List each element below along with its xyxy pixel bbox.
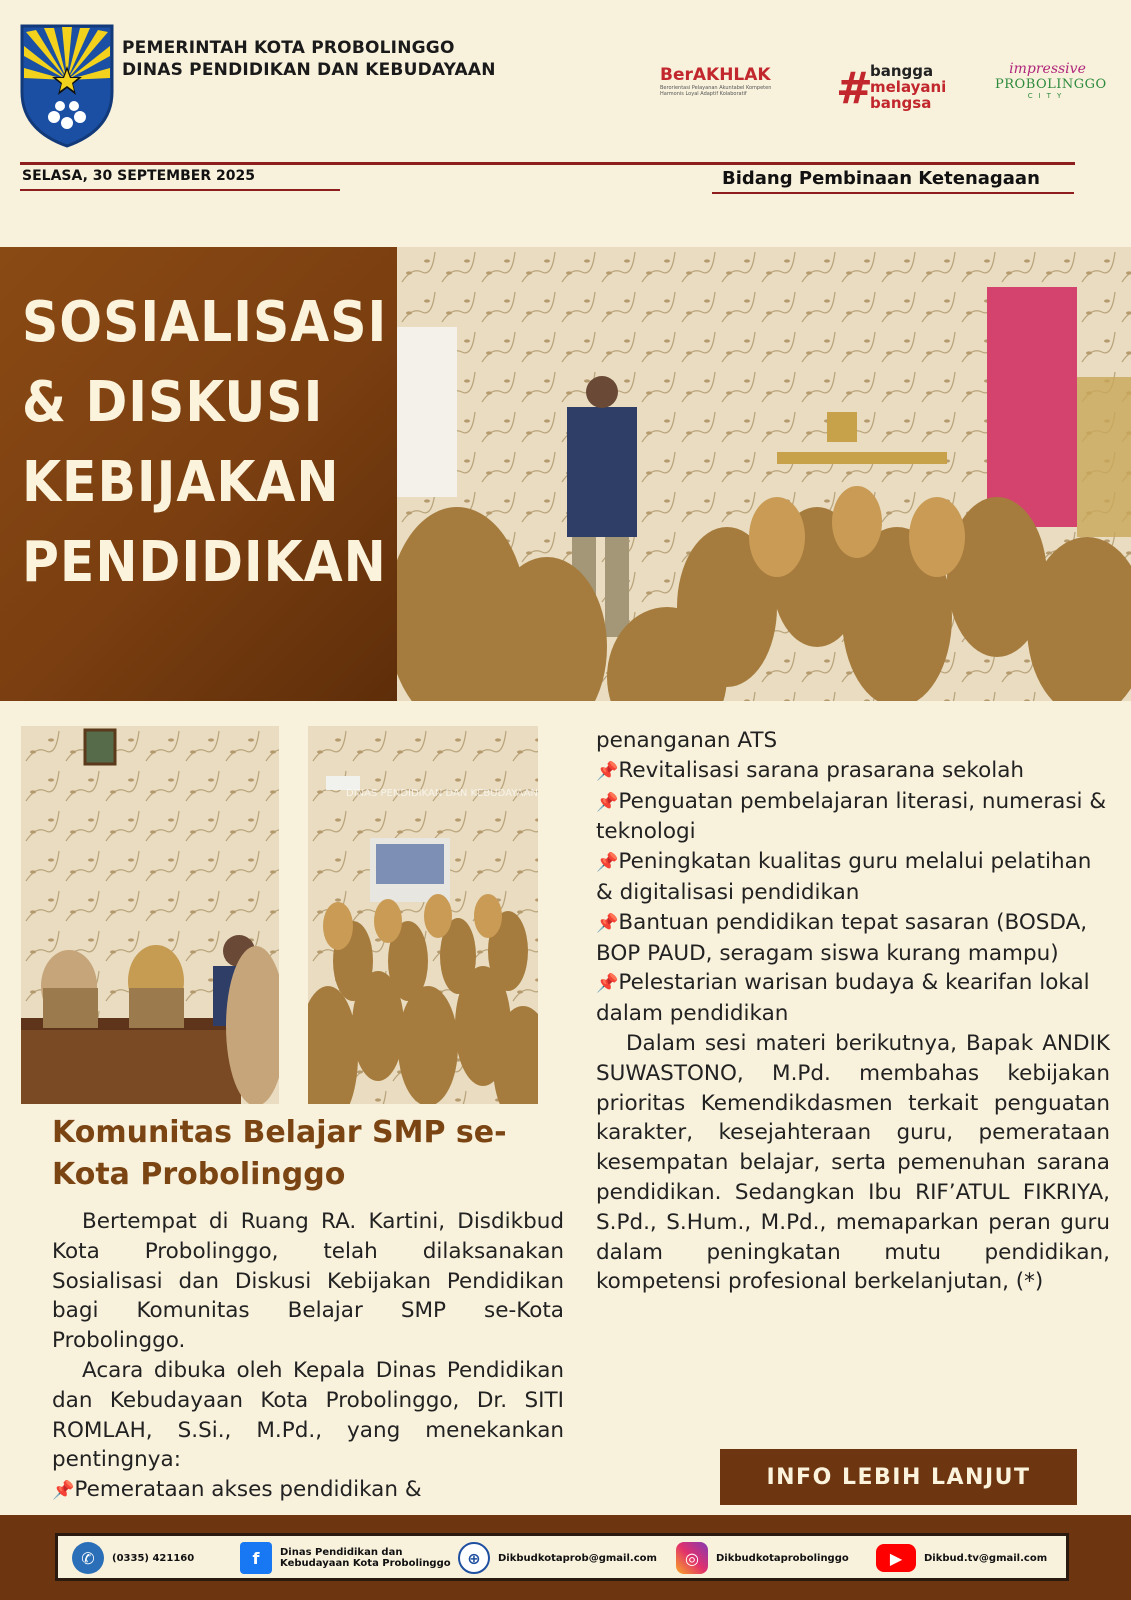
berakhlak-tagline-2: Harmonis Loyal Adaptif Kolaboratif bbox=[660, 91, 747, 97]
article-bullet bbox=[596, 756, 1110, 787]
date-underline bbox=[20, 189, 340, 191]
contact-youtube[interactable] bbox=[876, 1541, 1047, 1575]
org-line-2: DINAS PENDIDIKAN DAN KEBUDAYAAN bbox=[122, 60, 496, 80]
article-bullet bbox=[596, 968, 1110, 1029]
org-line-1: PEMERINTAH KOTA PROBOLINGGO bbox=[122, 38, 455, 58]
bangga-melayani-bangsa-logo bbox=[836, 63, 966, 119]
article-bullet bbox=[596, 847, 1110, 908]
panel-speakers-photo bbox=[21, 726, 279, 1104]
bullet-text: Revitalisasi sarana prasarana sekolah bbox=[618, 757, 1025, 783]
instagram-icon: ◎ bbox=[676, 1542, 708, 1574]
photo-watermark: DINAS PENDIDIKAN DAN KEBUDAYAAN bbox=[346, 788, 538, 799]
bangga-text: bangga bbox=[870, 62, 934, 80]
hero-event-photo bbox=[397, 247, 1131, 701]
contact-instagram[interactable] bbox=[676, 1541, 849, 1575]
berakhlak-logo bbox=[660, 65, 810, 97]
article-column-left bbox=[52, 1207, 564, 1506]
bullet-text: Pemerataan akses pendidikan & bbox=[74, 1477, 422, 1503]
issue-date: SELASA, 30 SEPTEMBER 2025 bbox=[22, 168, 255, 184]
bullet-text: Peningkatan kualitas guru melalui pelatihan & digitalisasi pendidikan bbox=[596, 849, 1092, 905]
impressive-probolinggo-logo bbox=[995, 61, 1107, 119]
globe-icon: ⊕ bbox=[458, 1542, 490, 1574]
pushpin-icon: 📌 bbox=[596, 760, 619, 782]
pushpin-icon: 📌 bbox=[596, 852, 619, 874]
header-rule bbox=[20, 162, 1075, 165]
contact-facebook[interactable] bbox=[240, 1541, 451, 1575]
brand-logos bbox=[660, 55, 1107, 125]
hero-title-line: PENDIDIKAN bbox=[22, 530, 387, 595]
instagram-text: Dikbudkotaprobolinggo bbox=[716, 1552, 849, 1564]
city-text: CITY bbox=[1027, 92, 1068, 100]
email-text: Dikbudkotaprob@gmail.com bbox=[498, 1552, 657, 1564]
bullet-text: Bantuan pendidikan tepat sasaran (BOSDA, BOP PAUD, seragam siswa kurang mampu) bbox=[596, 909, 1088, 966]
probolinggo-text: PROBOLINGGO bbox=[995, 77, 1107, 92]
phone-text: (0335) 421160 bbox=[112, 1552, 195, 1564]
article-bullet bbox=[596, 908, 1110, 969]
berakhlak-tagline-1: Berorientasi Pelayanan Akuntabel Kompeten bbox=[660, 85, 772, 91]
pushpin-icon: 📌 bbox=[52, 1480, 75, 1502]
bullet-text: Penguatan pembelajaran literasi, numerasi & teknologi bbox=[596, 788, 1107, 845]
contact-bar bbox=[55, 1533, 1069, 1581]
phone-icon: ✆ bbox=[72, 1542, 104, 1574]
info-lebih-lanjut-button[interactable]: INFO LEBIH LANJUT bbox=[720, 1449, 1077, 1505]
facebook-line-2: Kebudayaan Kota Probolinggo bbox=[280, 1558, 451, 1569]
contact-phone[interactable] bbox=[72, 1541, 194, 1575]
facebook-icon: f bbox=[240, 1542, 272, 1574]
youtube-text: Dikbud.tv@gmail.com bbox=[924, 1552, 1048, 1564]
audience-photo bbox=[308, 726, 538, 1104]
facebook-line-1: Dinas Pendidikan dan bbox=[280, 1547, 403, 1558]
article-column-right bbox=[596, 726, 1110, 1297]
article-paragraph: Bertempat di Ruang RA. Kartini, Disdikbud Kota Probolinggo, telah dilaksanakan Sosialisasi dan Diskusi Kebijakan Pendidikan bagi Komunitas Belajar SMP se-Kota Probolinggo. bbox=[52, 1209, 564, 1354]
article-subheading: Komunitas Belajar SMP se-Kota Probolinggo bbox=[52, 1115, 507, 1192]
contact-email[interactable] bbox=[458, 1541, 657, 1575]
article-bullet bbox=[52, 1475, 564, 1506]
hashtag-icon: # bbox=[836, 63, 873, 114]
article-paragraph: Dalam sesi materi berikutnya, Bapak ANDIK SUWASTONO, M.Pd. membahas kebijakan prioritas Kemendikdasmen terkait penguatan karakter, kesejahteraan guru, pemerataan kesempatan belajar, serta pemenuhan sarana pendidikan. Sedangkan Ibu RIF’ATUL FIKRIYA, S.Pd., S.Hum., M.Pd., memaparkan peran guru dalam peningkatan mutu pendidikan, kompetensi profesional berkelanjutan, (*) bbox=[596, 1030, 1110, 1295]
article-bullet bbox=[596, 787, 1110, 848]
article-paragraph: Acara dibuka oleh Kepala Dinas Pendidikan dan Kebudayaan Kota Probolinggo, Dr. SITI ROMLAH, S.Si., M.Pd., yang menekankan pentingnya: bbox=[52, 1357, 564, 1473]
impressive-text: impressive bbox=[1009, 61, 1086, 77]
bullet-continuation: penanganan ATS bbox=[596, 728, 778, 753]
youtube-icon: ▶ bbox=[876, 1544, 916, 1572]
organization-name bbox=[122, 37, 496, 81]
hero-title-line: KEBIJAKAN bbox=[22, 450, 340, 515]
city-crest-logo bbox=[18, 22, 116, 150]
bullet-text: Pelestarian warisan budaya & kearifan lokal dalam pendidikan bbox=[596, 970, 1090, 1027]
pushpin-icon: 📌 bbox=[596, 912, 619, 934]
bangsa-text: bangsa bbox=[870, 94, 932, 112]
hero-title-line: & DISKUSI bbox=[22, 370, 324, 435]
department-name: Bidang Pembinaan Ketenagaan bbox=[722, 168, 1040, 189]
pushpin-icon: 📌 bbox=[596, 973, 619, 995]
melayani-text: melayani bbox=[870, 78, 947, 96]
hero-title bbox=[22, 283, 392, 603]
department-underline bbox=[712, 192, 1074, 194]
berakhlak-text: BerAKHLAK bbox=[660, 65, 771, 85]
hero-title-line: SOSIALISASI bbox=[22, 290, 388, 355]
pushpin-icon: 📌 bbox=[596, 791, 619, 813]
